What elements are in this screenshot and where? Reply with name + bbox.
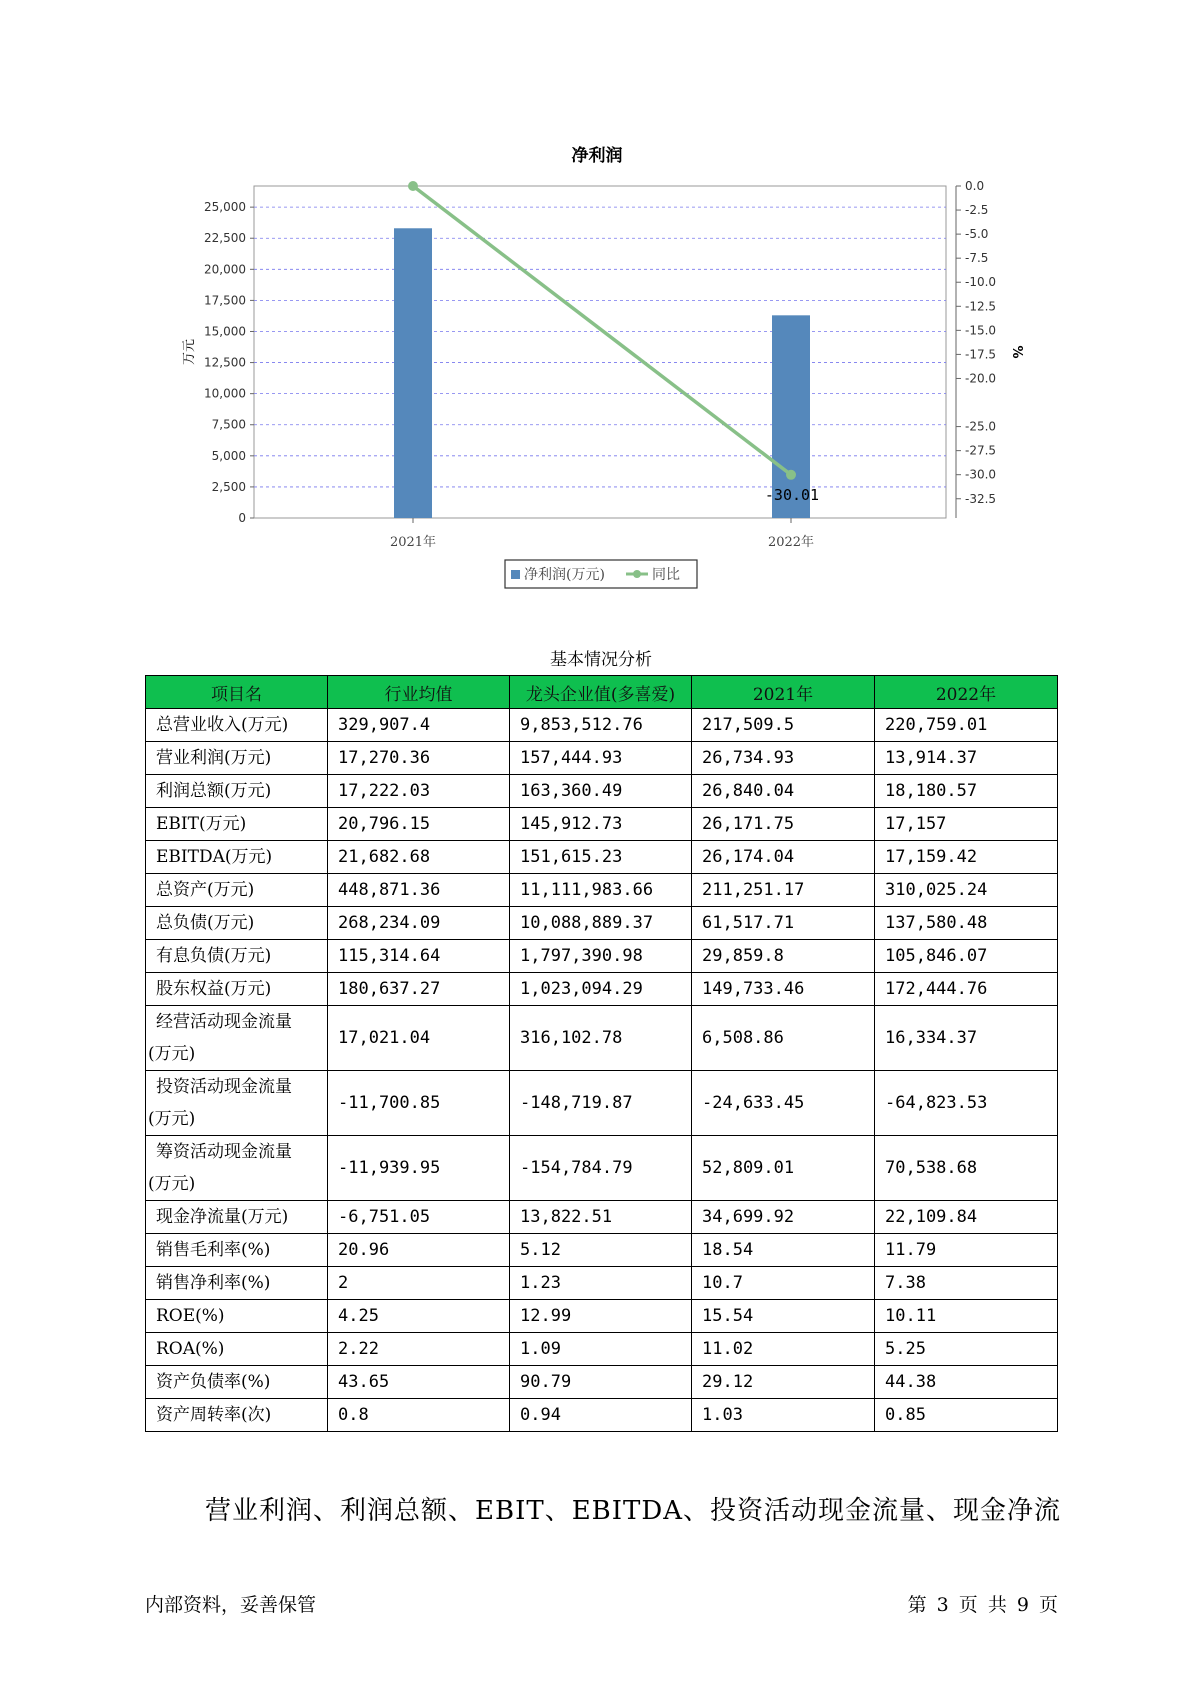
table-cell: 1.03: [692, 1399, 875, 1432]
table-cell: 18,180.57: [875, 775, 1058, 808]
table-cell: 329,907.4: [328, 709, 510, 742]
y2-tick-label: -10.0: [965, 275, 997, 290]
row-label: [146, 841, 328, 874]
y-tick-label: 2,500: [211, 479, 246, 494]
table-cell: 0.85: [875, 1399, 1058, 1432]
y2-tick-label: 0.0: [965, 179, 985, 193]
y2-tick-label: -30.0: [965, 467, 997, 482]
table-cell: -64,823.53: [875, 1071, 1058, 1136]
row-label-line: 有息负债(万元): [156, 946, 272, 966]
table-cell: 90.79: [510, 1366, 692, 1399]
table-cell: 52,809.01: [692, 1136, 875, 1201]
table-cell: 2: [328, 1267, 510, 1300]
table-cell: 5.12: [510, 1234, 692, 1267]
table-cell: 13,914.37: [875, 742, 1058, 775]
row-label-line: ROE(%): [156, 1306, 225, 1326]
legend-swatch-point: [633, 570, 641, 578]
table-row: [146, 1006, 1058, 1071]
table-cell: 18.54: [692, 1234, 875, 1267]
table-row: [146, 1201, 1058, 1234]
row-label-line: 利润总额(万元): [156, 781, 272, 801]
chart-svg: [0, 0, 1191, 600]
y2-tick-label: -5.0: [965, 227, 989, 242]
table-row: [146, 874, 1058, 907]
table-row: [146, 1366, 1058, 1399]
table-cell: 20.96: [328, 1234, 510, 1267]
table-cell: 11.02: [692, 1333, 875, 1366]
table-cell: 268,234.09: [328, 907, 510, 940]
table-row: [146, 1333, 1058, 1366]
net-profit-chart: [0, 0, 1191, 600]
y2-tick-label: -17.5: [965, 347, 997, 362]
table-cell: 61,517.71: [692, 907, 875, 940]
row-label: [146, 775, 328, 808]
table-row: [146, 940, 1058, 973]
table-row: [146, 1399, 1058, 1432]
row-label-line: (万元): [148, 1109, 196, 1129]
table-cell: 20,796.15: [328, 808, 510, 841]
header-leader-value: 龙头企业值(多喜爱): [510, 676, 692, 709]
legend-swatch-bar: [511, 570, 520, 579]
table-cell: 70,538.68: [875, 1136, 1058, 1201]
table-cell: 17,222.03: [328, 775, 510, 808]
header-industry-avg: 行业均值: [328, 676, 510, 709]
row-label: [146, 907, 328, 940]
table-row: [146, 1300, 1058, 1333]
y-tick-label: 7,500: [211, 417, 246, 432]
table-cell: 29,859.8: [692, 940, 875, 973]
table-cell: 6,508.86: [692, 1006, 875, 1071]
table-cell: 217,509.5: [692, 709, 875, 742]
table-cell: 220,759.01: [875, 709, 1058, 742]
table-cell: 11,111,983.66: [510, 874, 692, 907]
y-axis-label: 万元: [182, 338, 197, 366]
table-cell: 22,109.84: [875, 1201, 1058, 1234]
table-row: [146, 1267, 1058, 1300]
table-cell: 12.99: [510, 1300, 692, 1333]
row-label: [146, 1366, 328, 1399]
table-cell: 29.12: [692, 1366, 875, 1399]
table-row: [146, 1136, 1058, 1201]
table-cell: 211,251.17: [692, 874, 875, 907]
table-cell: 26,171.75: [692, 808, 875, 841]
table-cell: 17,159.42: [875, 841, 1058, 874]
row-label-line: 资产周转率(次): [156, 1405, 272, 1425]
row-label: [146, 709, 328, 742]
row-label: [146, 1201, 328, 1234]
table-cell: 10.7: [692, 1267, 875, 1300]
table-cell: 7.38: [875, 1267, 1058, 1300]
row-label: [146, 742, 328, 775]
table-row: [146, 709, 1058, 742]
table-cell: 137,580.48: [875, 907, 1058, 940]
table-cell: 21,682.68: [328, 841, 510, 874]
y2-tick-label: -25.0: [965, 419, 997, 434]
header-2022: 2022年: [875, 676, 1058, 709]
table-cell: 4.25: [328, 1300, 510, 1333]
row-label: [146, 874, 328, 907]
bar-net-profit-2021年: [394, 228, 432, 518]
table-cell: 149,733.46: [692, 973, 875, 1006]
table-cell: 2.22: [328, 1333, 510, 1366]
row-label-line: 总营业收入(万元): [156, 715, 289, 735]
table-cell: 5.25: [875, 1333, 1058, 1366]
table-cell: 10,088,889.37: [510, 907, 692, 940]
table-cell: -11,700.85: [328, 1071, 510, 1136]
table-row: [146, 973, 1058, 1006]
table-cell: 1,023,094.29: [510, 973, 692, 1006]
row-label-line: 销售毛利率(%): [156, 1240, 271, 1260]
table-cell: -24,633.45: [692, 1071, 875, 1136]
table-row: [146, 1234, 1058, 1267]
table-cell: 180,637.27: [328, 973, 510, 1006]
table-cell: 145,912.73: [510, 808, 692, 841]
row-label: [146, 1136, 328, 1201]
table-cell: 1,797,390.98: [510, 940, 692, 973]
table-cell: 1.09: [510, 1333, 692, 1366]
table-cell: 43.65: [328, 1366, 510, 1399]
table-cell: 448,871.36: [328, 874, 510, 907]
table-cell: -6,751.05: [328, 1201, 510, 1234]
y-tick-label: 12,500: [204, 355, 246, 370]
y-tick-label: 5,000: [211, 448, 246, 463]
table-cell: 157,444.93: [510, 742, 692, 775]
table-row: [146, 841, 1058, 874]
table-cell: 1.23: [510, 1267, 692, 1300]
row-label-line: EBIT(万元): [156, 814, 247, 834]
data-label-yoy: -30.01: [764, 485, 820, 504]
table-cell: 10.11: [875, 1300, 1058, 1333]
row-label-line: ROA(%): [156, 1339, 225, 1359]
row-label: [146, 1399, 328, 1432]
y-tick-label: 15,000: [204, 324, 246, 339]
row-label-line: (万元): [148, 1174, 196, 1194]
table-cell: 26,840.04: [692, 775, 875, 808]
row-label: [146, 1333, 328, 1366]
row-label: [146, 1267, 328, 1300]
table-cell: 11.79: [875, 1234, 1058, 1267]
table-cell: 13,822.51: [510, 1201, 692, 1234]
table-cell: 16,334.37: [875, 1006, 1058, 1071]
table-row: [146, 775, 1058, 808]
table-cell: 151,615.23: [510, 841, 692, 874]
y-tick-label: 10,000: [204, 386, 246, 401]
y-tick-label: 0: [238, 511, 246, 525]
y2-tick-label: -7.5: [965, 251, 989, 266]
legend-label-line: 同比: [652, 567, 680, 583]
table-row: [146, 742, 1058, 775]
table-cell: 17,157: [875, 808, 1058, 841]
row-label: [146, 1234, 328, 1267]
chart-title: 净利润: [571, 146, 623, 166]
row-label-line: 资产负债率(%): [156, 1372, 271, 1392]
table-cell: 115,314.64: [328, 940, 510, 973]
table-row: [146, 808, 1058, 841]
table-cell: 26,734.93: [692, 742, 875, 775]
y2-tick-label: -2.5: [965, 203, 989, 218]
row-label-line: 总资产(万元): [156, 880, 255, 900]
row-label-line: 筹资活动现金流量: [156, 1142, 292, 1162]
table-cell: -11,939.95: [328, 1136, 510, 1201]
footer-confidential-note: 内部资料，妥善保管: [145, 1594, 317, 1616]
table-row: [146, 1071, 1058, 1136]
y2-tick-label: -20.0: [965, 371, 997, 386]
y-tick-label: 20,000: [204, 262, 246, 277]
table-cell: -154,784.79: [510, 1136, 692, 1201]
table-cell: 9,853,512.76: [510, 709, 692, 742]
row-label-line: 股东权益(万元): [156, 979, 272, 999]
table-cell: 17,021.04: [328, 1006, 510, 1071]
table-cell: 310,025.24: [875, 874, 1058, 907]
basic-analysis-table: [145, 675, 1058, 1432]
point-yoy-2022年: [786, 470, 796, 480]
row-label-line: 营业利润(万元): [156, 748, 272, 768]
legend-label-bar: 净利润(万元): [524, 567, 605, 583]
row-label: [146, 973, 328, 1006]
body-paragraph: 营业利润、利润总额、EBIT、EBITDA、投资活动现金流量、现金净流: [205, 1496, 1062, 1526]
y-tick-label: 25,000: [204, 200, 246, 215]
table-cell: 17,270.36: [328, 742, 510, 775]
row-label-line: 经营活动现金流量: [156, 1012, 292, 1032]
line-yoy: [413, 186, 791, 475]
y-tick-label: 17,500: [204, 293, 246, 308]
table-cell: -148,719.87: [510, 1071, 692, 1136]
row-label: [146, 1071, 328, 1136]
row-label: [146, 1006, 328, 1071]
table-cell: 26,174.04: [692, 841, 875, 874]
row-label-line: EBITDA(万元): [156, 847, 273, 867]
header-2021: 2021年: [692, 676, 875, 709]
table-cell: 0.8: [328, 1399, 510, 1432]
table-header-row: [146, 676, 1058, 709]
y2-tick-label: -15.0: [965, 323, 997, 338]
x-tick-label: 2022年: [767, 535, 815, 550]
row-label: [146, 1300, 328, 1333]
table-cell: 105,846.07: [875, 940, 1058, 973]
table-cell: 44.38: [875, 1366, 1058, 1399]
row-label-line: (万元): [148, 1044, 196, 1064]
table-cell: 34,699.92: [692, 1201, 875, 1234]
row-label-line: 销售净利率(%): [156, 1273, 271, 1293]
y2-tick-label: -12.5: [965, 299, 997, 314]
header-item-name: 项目名: [146, 676, 328, 709]
row-label: [146, 940, 328, 973]
table-row: [146, 907, 1058, 940]
row-label-line: 投资活动现金流量: [156, 1077, 292, 1097]
table-caption: 基本情况分析: [550, 650, 652, 670]
point-yoy-2021年: [408, 181, 418, 191]
row-label: [146, 808, 328, 841]
y2-tick-label: -32.5: [965, 491, 997, 506]
y-tick-label: 22,500: [204, 231, 246, 246]
row-label-line: 总负债(万元): [156, 913, 255, 933]
table-cell: 316,102.78: [510, 1006, 692, 1071]
table-cell: 163,360.49: [510, 775, 692, 808]
row-label-line: 现金净流量(万元): [156, 1207, 289, 1227]
y2-tick-label: -27.5: [965, 443, 997, 458]
footer-page-number: 第 3 页 共 9 页: [907, 1594, 1058, 1616]
plot-area: [254, 186, 946, 518]
table-cell: 172,444.76: [875, 973, 1058, 1006]
x-tick-label: 2021年: [389, 535, 437, 550]
table-cell: 15.54: [692, 1300, 875, 1333]
table-cell: 0.94: [510, 1399, 692, 1432]
y2-axis-label: %: [1009, 345, 1024, 359]
